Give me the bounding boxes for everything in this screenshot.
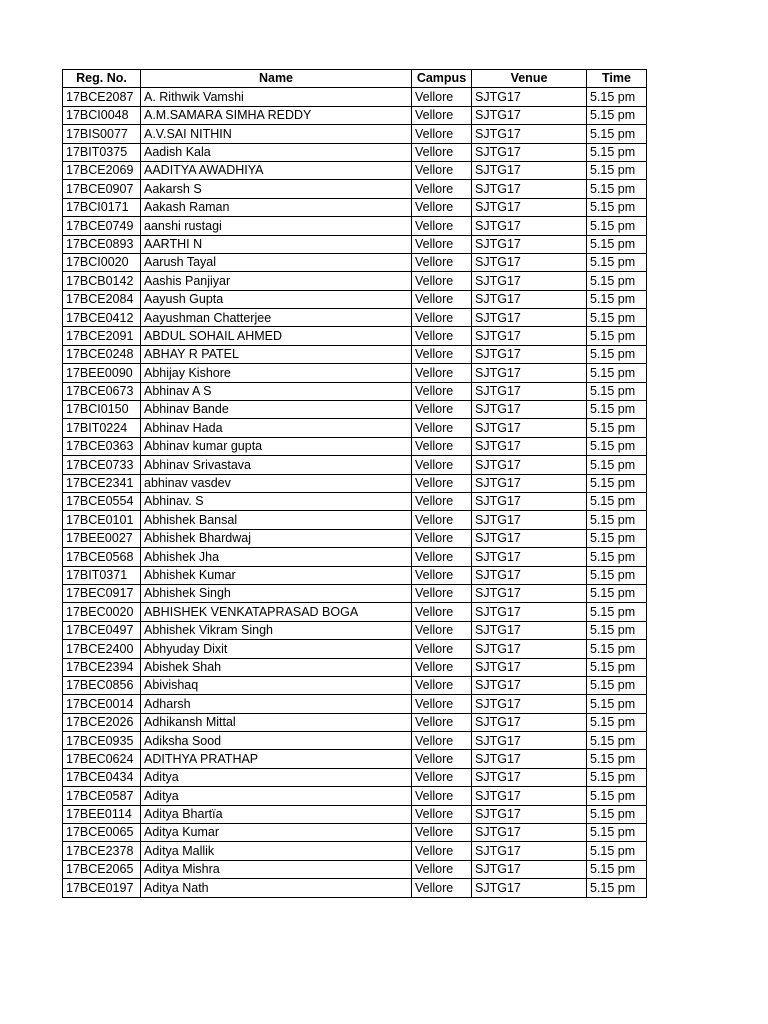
time-cell: 5.15 pm xyxy=(587,621,647,639)
table-row xyxy=(63,860,647,878)
venue-cell: SJTG17 xyxy=(472,272,587,290)
reg-no-cell: 17BCE2026 xyxy=(63,713,141,731)
venue-cell: SJTG17 xyxy=(472,382,587,400)
time-cell: 5.15 pm xyxy=(587,290,647,308)
reg-no-cell: 17BCE2341 xyxy=(63,474,141,492)
campus-cell: Vellore xyxy=(412,456,472,474)
name-cell: aanshi rustagi xyxy=(141,217,412,235)
table-row xyxy=(63,456,647,474)
venue-cell: SJTG17 xyxy=(472,824,587,842)
venue-cell: SJTG17 xyxy=(472,768,587,786)
reg-no-cell: 17BCE0412 xyxy=(63,309,141,327)
table-row xyxy=(63,235,647,253)
venue-cell: SJTG17 xyxy=(472,842,587,860)
venue-cell: SJTG17 xyxy=(472,713,587,731)
time-cell: 5.15 pm xyxy=(587,787,647,805)
time-cell: 5.15 pm xyxy=(587,676,647,694)
time-cell: 5.15 pm xyxy=(587,401,647,419)
venue-cell: SJTG17 xyxy=(472,290,587,308)
campus-cell: Vellore xyxy=(412,584,472,602)
table-row xyxy=(63,198,647,216)
reg-no-cell: 17BCE0248 xyxy=(63,345,141,363)
time-cell: 5.15 pm xyxy=(587,492,647,510)
reg-no-cell: 17BCE2091 xyxy=(63,327,141,345)
name-cell: Adharsh xyxy=(141,695,412,713)
name-cell: AARTHI N xyxy=(141,235,412,253)
campus-cell: Vellore xyxy=(412,640,472,658)
campus-cell: Vellore xyxy=(412,382,472,400)
table-row xyxy=(63,621,647,639)
reg-no-cell: 17BCE0554 xyxy=(63,492,141,510)
venue-cell: SJTG17 xyxy=(472,879,587,897)
table-row xyxy=(63,180,647,198)
reg-no-cell: 17BCI0150 xyxy=(63,401,141,419)
campus-cell: Vellore xyxy=(412,217,472,235)
name-cell: Aditya Bhartïa xyxy=(141,805,412,823)
venue-cell: SJTG17 xyxy=(472,805,587,823)
name-cell: Abhinav kumar gupta xyxy=(141,437,412,455)
venue-cell: SJTG17 xyxy=(472,732,587,750)
campus-cell: Vellore xyxy=(412,529,472,547)
campus-cell: Vellore xyxy=(412,419,472,437)
table-row xyxy=(63,713,647,731)
reg-no-cell: 17BCE0434 xyxy=(63,768,141,786)
campus-cell: Vellore xyxy=(412,824,472,842)
campus-cell: Vellore xyxy=(412,88,472,106)
reg-no-cell: 17BCB0142 xyxy=(63,272,141,290)
reg-no-cell: 17BCI0020 xyxy=(63,253,141,271)
time-cell: 5.15 pm xyxy=(587,272,647,290)
reg-no-cell: 17BEC0020 xyxy=(63,603,141,621)
time-cell: 5.15 pm xyxy=(587,309,647,327)
time-cell: 5.15 pm xyxy=(587,419,647,437)
venue-cell: SJTG17 xyxy=(472,364,587,382)
campus-cell: Vellore xyxy=(412,548,472,566)
name-cell: Aditya xyxy=(141,787,412,805)
table-row xyxy=(63,345,647,363)
table-row xyxy=(63,474,647,492)
campus-cell: Vellore xyxy=(412,474,472,492)
time-cell: 5.15 pm xyxy=(587,566,647,584)
header-campus: Campus xyxy=(412,70,472,88)
name-cell: Adiksha Sood xyxy=(141,732,412,750)
time-cell: 5.15 pm xyxy=(587,345,647,363)
table-row xyxy=(63,401,647,419)
reg-no-cell: 17BEC0856 xyxy=(63,676,141,694)
time-cell: 5.15 pm xyxy=(587,529,647,547)
venue-cell: SJTG17 xyxy=(472,327,587,345)
time-cell: 5.15 pm xyxy=(587,198,647,216)
campus-cell: Vellore xyxy=(412,235,472,253)
campus-cell: Vellore xyxy=(412,345,472,363)
reg-no-cell: 17BCE0065 xyxy=(63,824,141,842)
reg-no-cell: 17BIT0375 xyxy=(63,143,141,161)
venue-cell: SJTG17 xyxy=(472,401,587,419)
campus-cell: Vellore xyxy=(412,732,472,750)
venue-cell: SJTG17 xyxy=(472,143,587,161)
name-cell: abhinav vasdev xyxy=(141,474,412,492)
time-cell: 5.15 pm xyxy=(587,217,647,235)
table-row xyxy=(63,364,647,382)
header-row xyxy=(63,70,647,88)
name-cell: Adhikansh Mittal xyxy=(141,713,412,731)
table-row xyxy=(63,492,647,510)
time-cell: 5.15 pm xyxy=(587,658,647,676)
table-row xyxy=(63,824,647,842)
campus-cell: Vellore xyxy=(412,364,472,382)
table-row xyxy=(63,419,647,437)
venue-cell: SJTG17 xyxy=(472,658,587,676)
campus-cell: Vellore xyxy=(412,143,472,161)
name-cell: Abhinav Bande xyxy=(141,401,412,419)
campus-cell: Vellore xyxy=(412,492,472,510)
name-cell: AADITYA AWADHIYA xyxy=(141,161,412,179)
venue-cell: SJTG17 xyxy=(472,309,587,327)
table-row xyxy=(63,750,647,768)
reg-no-cell: 17BCE0673 xyxy=(63,382,141,400)
venue-cell: SJTG17 xyxy=(472,419,587,437)
campus-cell: Vellore xyxy=(412,695,472,713)
student-venue-table xyxy=(62,69,647,898)
name-cell: Abhinav Srivastava xyxy=(141,456,412,474)
table-row xyxy=(63,511,647,529)
name-cell: Abhinav. S xyxy=(141,492,412,510)
time-cell: 5.15 pm xyxy=(587,805,647,823)
campus-cell: Vellore xyxy=(412,879,472,897)
venue-cell: SJTG17 xyxy=(472,474,587,492)
venue-cell: SJTG17 xyxy=(472,456,587,474)
time-cell: 5.15 pm xyxy=(587,879,647,897)
time-cell: 5.15 pm xyxy=(587,548,647,566)
name-cell: Aditya xyxy=(141,768,412,786)
reg-no-cell: 17BIS0077 xyxy=(63,125,141,143)
venue-cell: SJTG17 xyxy=(472,106,587,124)
table-row xyxy=(63,640,647,658)
reg-no-cell: 17BCE2394 xyxy=(63,658,141,676)
venue-cell: SJTG17 xyxy=(472,695,587,713)
name-cell: Aakarsh S xyxy=(141,180,412,198)
campus-cell: Vellore xyxy=(412,805,472,823)
campus-cell: Vellore xyxy=(412,437,472,455)
time-cell: 5.15 pm xyxy=(587,768,647,786)
campus-cell: Vellore xyxy=(412,658,472,676)
campus-cell: Vellore xyxy=(412,198,472,216)
name-cell: Aditya Kumar xyxy=(141,824,412,842)
reg-no-cell: 17BIT0371 xyxy=(63,566,141,584)
venue-cell: SJTG17 xyxy=(472,88,587,106)
venue-cell: SJTG17 xyxy=(472,345,587,363)
time-cell: 5.15 pm xyxy=(587,732,647,750)
reg-no-cell: 17BEE0090 xyxy=(63,364,141,382)
time-cell: 5.15 pm xyxy=(587,695,647,713)
venue-cell: SJTG17 xyxy=(472,566,587,584)
name-cell: Abhishek Bansal xyxy=(141,511,412,529)
campus-cell: Vellore xyxy=(412,860,472,878)
table-row xyxy=(63,805,647,823)
table-row xyxy=(63,161,647,179)
table-row xyxy=(63,566,647,584)
time-cell: 5.15 pm xyxy=(587,161,647,179)
table-row xyxy=(63,88,647,106)
reg-no-cell: 17BEE0114 xyxy=(63,805,141,823)
time-cell: 5.15 pm xyxy=(587,474,647,492)
campus-cell: Vellore xyxy=(412,676,472,694)
time-cell: 5.15 pm xyxy=(587,824,647,842)
table-row xyxy=(63,603,647,621)
table-row xyxy=(63,768,647,786)
time-cell: 5.15 pm xyxy=(587,860,647,878)
table-row xyxy=(63,382,647,400)
time-cell: 5.15 pm xyxy=(587,584,647,602)
venue-cell: SJTG17 xyxy=(472,584,587,602)
name-cell: Abivishaq xyxy=(141,676,412,694)
time-cell: 5.15 pm xyxy=(587,842,647,860)
venue-cell: SJTG17 xyxy=(472,492,587,510)
venue-cell: SJTG17 xyxy=(472,529,587,547)
reg-no-cell: 17BCE0568 xyxy=(63,548,141,566)
reg-no-cell: 17BIT0224 xyxy=(63,419,141,437)
venue-cell: SJTG17 xyxy=(472,640,587,658)
campus-cell: Vellore xyxy=(412,272,472,290)
time-cell: 5.15 pm xyxy=(587,437,647,455)
time-cell: 5.15 pm xyxy=(587,713,647,731)
time-cell: 5.15 pm xyxy=(587,180,647,198)
table-row xyxy=(63,732,647,750)
table-row xyxy=(63,309,647,327)
venue-cell: SJTG17 xyxy=(472,437,587,455)
name-cell: Abhishek Singh xyxy=(141,584,412,602)
campus-cell: Vellore xyxy=(412,768,472,786)
reg-no-cell: 17BCE0497 xyxy=(63,621,141,639)
venue-cell: SJTG17 xyxy=(472,125,587,143)
reg-no-cell: 17BEC0917 xyxy=(63,584,141,602)
name-cell: Aayushman Chatterjee xyxy=(141,309,412,327)
venue-cell: SJTG17 xyxy=(472,198,587,216)
campus-cell: Vellore xyxy=(412,327,472,345)
table-row xyxy=(63,143,647,161)
reg-no-cell: 17BCE0363 xyxy=(63,437,141,455)
reg-no-cell: 17BCE2069 xyxy=(63,161,141,179)
campus-cell: Vellore xyxy=(412,511,472,529)
campus-cell: Vellore xyxy=(412,290,472,308)
table-row xyxy=(63,548,647,566)
name-cell: Aarush Tayal xyxy=(141,253,412,271)
table-row xyxy=(63,676,647,694)
campus-cell: Vellore xyxy=(412,621,472,639)
table-row xyxy=(63,125,647,143)
reg-no-cell: 17BCE0733 xyxy=(63,456,141,474)
time-cell: 5.15 pm xyxy=(587,382,647,400)
reg-no-cell: 17BCI0048 xyxy=(63,106,141,124)
table-body xyxy=(63,88,647,897)
name-cell: Abishek Shah xyxy=(141,658,412,676)
name-cell: A. Rithwik Vamshi xyxy=(141,88,412,106)
header-time: Time xyxy=(587,70,647,88)
campus-cell: Vellore xyxy=(412,401,472,419)
table-row xyxy=(63,584,647,602)
reg-no-cell: 17BEE0027 xyxy=(63,529,141,547)
time-cell: 5.15 pm xyxy=(587,456,647,474)
venue-cell: SJTG17 xyxy=(472,787,587,805)
table-row xyxy=(63,272,647,290)
name-cell: ABHAY R PATEL xyxy=(141,345,412,363)
name-cell: Abhishek Kumar xyxy=(141,566,412,584)
venue-cell: SJTG17 xyxy=(472,511,587,529)
table-row xyxy=(63,253,647,271)
table-row xyxy=(63,879,647,897)
name-cell: Aashis Panjiyar xyxy=(141,272,412,290)
venue-cell: SJTG17 xyxy=(472,180,587,198)
campus-cell: Vellore xyxy=(412,309,472,327)
venue-cell: SJTG17 xyxy=(472,860,587,878)
campus-cell: Vellore xyxy=(412,125,472,143)
reg-no-cell: 17BEC0624 xyxy=(63,750,141,768)
venue-cell: SJTG17 xyxy=(472,603,587,621)
reg-no-cell: 17BCE0197 xyxy=(63,879,141,897)
campus-cell: Vellore xyxy=(412,180,472,198)
name-cell: Aditya Mallik xyxy=(141,842,412,860)
time-cell: 5.15 pm xyxy=(587,327,647,345)
venue-cell: SJTG17 xyxy=(472,621,587,639)
name-cell: Abhinav Hada xyxy=(141,419,412,437)
venue-cell: SJTG17 xyxy=(472,548,587,566)
table-row xyxy=(63,217,647,235)
name-cell: Aakash Raman xyxy=(141,198,412,216)
table-row xyxy=(63,327,647,345)
reg-no-cell: 17BCE0893 xyxy=(63,235,141,253)
name-cell: Abhinav A S xyxy=(141,382,412,400)
name-cell: Aditya Nath xyxy=(141,879,412,897)
name-cell: Aayush Gupta xyxy=(141,290,412,308)
name-cell: Abhishek Bhardwaj xyxy=(141,529,412,547)
name-cell: ABHISHEK VENKATAPRASAD BOGA xyxy=(141,603,412,621)
name-cell: Abhyuday Dixit xyxy=(141,640,412,658)
name-cell: A.V.SAI NITHIN xyxy=(141,125,412,143)
campus-cell: Vellore xyxy=(412,713,472,731)
campus-cell: Vellore xyxy=(412,161,472,179)
time-cell: 5.15 pm xyxy=(587,88,647,106)
reg-no-cell: 17BCE2400 xyxy=(63,640,141,658)
table-row xyxy=(63,529,647,547)
time-cell: 5.15 pm xyxy=(587,106,647,124)
campus-cell: Vellore xyxy=(412,253,472,271)
reg-no-cell: 17BCI0171 xyxy=(63,198,141,216)
campus-cell: Vellore xyxy=(412,603,472,621)
venue-cell: SJTG17 xyxy=(472,676,587,694)
time-cell: 5.15 pm xyxy=(587,235,647,253)
reg-no-cell: 17BCE0749 xyxy=(63,217,141,235)
header-venue: Venue xyxy=(472,70,587,88)
campus-cell: Vellore xyxy=(412,566,472,584)
name-cell: Abhijay Kishore xyxy=(141,364,412,382)
time-cell: 5.15 pm xyxy=(587,640,647,658)
campus-cell: Vellore xyxy=(412,842,472,860)
table-row xyxy=(63,787,647,805)
campus-cell: Vellore xyxy=(412,750,472,768)
name-cell: Abhishek Vikram Singh xyxy=(141,621,412,639)
venue-cell: SJTG17 xyxy=(472,161,587,179)
time-cell: 5.15 pm xyxy=(587,143,647,161)
table-row xyxy=(63,290,647,308)
time-cell: 5.15 pm xyxy=(587,750,647,768)
time-cell: 5.15 pm xyxy=(587,253,647,271)
reg-no-cell: 17BCE0907 xyxy=(63,180,141,198)
table-row xyxy=(63,695,647,713)
time-cell: 5.15 pm xyxy=(587,511,647,529)
header-reg-no: Reg. No. xyxy=(63,70,141,88)
reg-no-cell: 17BCE2378 xyxy=(63,842,141,860)
time-cell: 5.15 pm xyxy=(587,125,647,143)
header-name: Name xyxy=(141,70,412,88)
name-cell: A.M.SAMARA SIMHA REDDY xyxy=(141,106,412,124)
name-cell: Aditya Mishra xyxy=(141,860,412,878)
name-cell: ABDUL SOHAIL AHMED xyxy=(141,327,412,345)
venue-cell: SJTG17 xyxy=(472,750,587,768)
name-cell: Abhishek Jha xyxy=(141,548,412,566)
reg-no-cell: 17BCE0587 xyxy=(63,787,141,805)
table-row xyxy=(63,106,647,124)
reg-no-cell: 17BCE0101 xyxy=(63,511,141,529)
time-cell: 5.15 pm xyxy=(587,603,647,621)
venue-cell: SJTG17 xyxy=(472,217,587,235)
campus-cell: Vellore xyxy=(412,106,472,124)
venue-cell: SJTG17 xyxy=(472,235,587,253)
reg-no-cell: 17BCE2087 xyxy=(63,88,141,106)
reg-no-cell: 17BCE0014 xyxy=(63,695,141,713)
venue-cell: SJTG17 xyxy=(472,253,587,271)
time-cell: 5.15 pm xyxy=(587,364,647,382)
campus-cell: Vellore xyxy=(412,787,472,805)
reg-no-cell: 17BCE2065 xyxy=(63,860,141,878)
table-row xyxy=(63,842,647,860)
name-cell: ADITHYA PRATHAP xyxy=(141,750,412,768)
table-row xyxy=(63,658,647,676)
table-row xyxy=(63,437,647,455)
reg-no-cell: 17BCE0935 xyxy=(63,732,141,750)
reg-no-cell: 17BCE2084 xyxy=(63,290,141,308)
name-cell: Aadish Kala xyxy=(141,143,412,161)
